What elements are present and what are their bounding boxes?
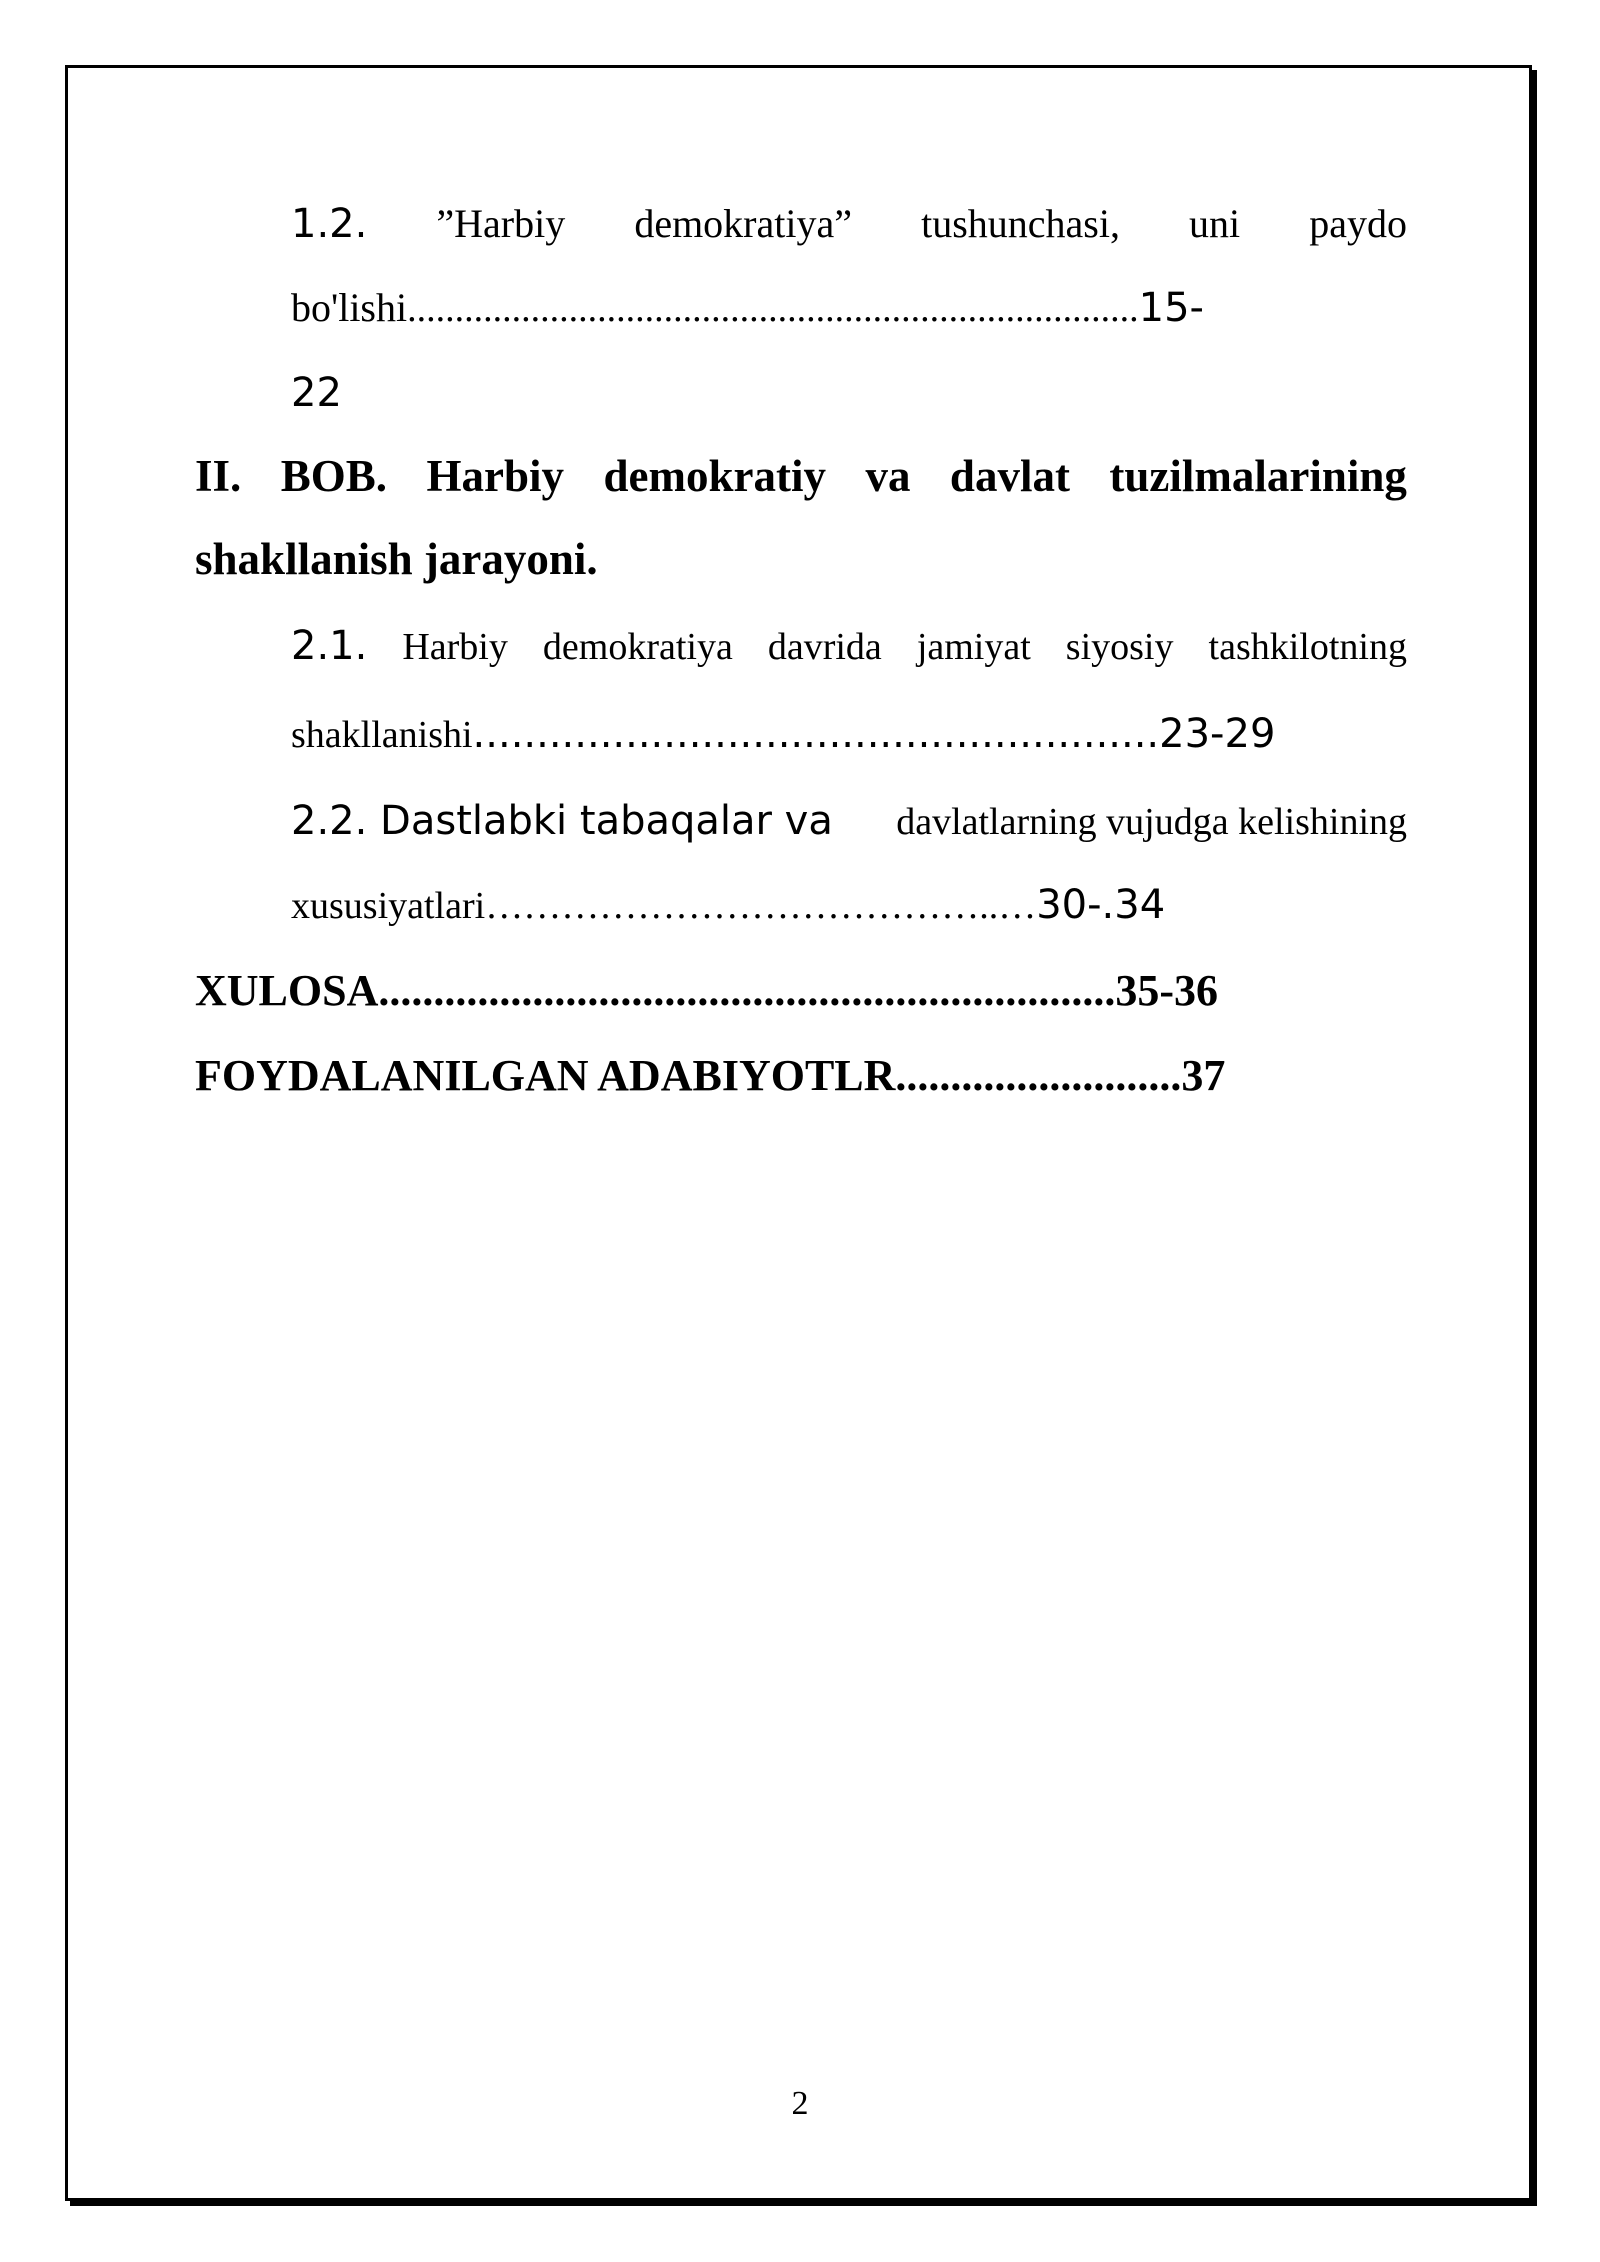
toc-references-pages: 37	[1181, 1051, 1226, 1100]
toc-references[interactable]	[195, 1033, 1407, 1118]
table-of-contents	[195, 182, 1407, 1118]
toc-item-2-1-word: jamiyat	[916, 626, 1031, 668]
toc-item-2-1-word: Harbiy	[402, 626, 508, 668]
toc-item-1-2-word: ”Harbiy	[436, 201, 566, 246]
toc-item-1-2-word: demokratiya”	[634, 201, 852, 246]
toc-item-1-2-word: paydo	[1309, 201, 1407, 246]
toc-item-2-1-text: shakllanishi	[291, 714, 473, 756]
toc-item-2-2[interactable]	[195, 780, 1407, 948]
toc-conclusion[interactable]	[195, 948, 1407, 1033]
toc-references-label: FOYDALANILGAN ADABIYOTLR	[195, 1051, 896, 1100]
toc-item-1-2-line1	[291, 182, 1407, 266]
toc-chapter-2-line2: shakllanish jarayoni.	[195, 534, 598, 584]
toc-item-2-2-dots: …………………………………..…	[485, 885, 1037, 927]
toc-item-2-1-word: siyosiy	[1065, 626, 1174, 668]
toc-item-2-2-line1	[291, 780, 1407, 864]
toc-item-1-2-page-end: 22	[291, 370, 342, 416]
toc-chapter-2[interactable]	[195, 435, 1407, 601]
toc-item-2-2-text: xususiyatlari	[291, 885, 486, 927]
toc-chapter-2-word: BOB.	[280, 451, 388, 501]
toc-item-2-2-title-end: davlatlarning vujudga kelishining	[896, 801, 1407, 843]
toc-references-dots: ..........................	[895, 1051, 1182, 1100]
toc-item-2-2-title-start: 2.2. Dastlabki tabaqalar va	[291, 798, 833, 844]
toc-item-2-1-dots: ......................................................	[472, 711, 1160, 757]
toc-item-2-1-word: davrida	[767, 626, 882, 668]
toc-item-1-2-line3	[291, 351, 1407, 435]
toc-chapter-2-word: Harbiy	[426, 451, 565, 501]
page-number: 2	[791, 2085, 809, 2122]
toc-conclusion-dots: ...................................................................	[378, 966, 1116, 1015]
toc-chapter-2-line1	[195, 435, 1407, 518]
toc-item-1-2-page-start: 15-	[1138, 285, 1204, 331]
toc-item-2-1-line1	[291, 605, 1407, 689]
toc-item-1-2-word: tushunchasi,	[921, 201, 1120, 246]
toc-item-1-2-dots: .............................................................................	[407, 288, 1139, 330]
toc-item-1-2[interactable]	[195, 182, 1407, 435]
toc-item-1-2-number: 1.2.	[291, 201, 368, 247]
toc-item-2-1-number: 2.1.	[291, 623, 368, 669]
toc-item-1-2-text: bo'lishi	[291, 285, 408, 330]
toc-item-1-2-line2	[291, 266, 1407, 351]
toc-item-2-1[interactable]	[195, 605, 1407, 780]
toc-item-2-1-line2	[291, 689, 1407, 780]
toc-item-2-2-line2	[291, 864, 1407, 948]
toc-conclusion-pages: 35-36	[1115, 966, 1219, 1015]
toc-item-2-2-pages: 30-.34	[1036, 882, 1166, 928]
toc-item-2-1-word: demokratiya	[542, 626, 733, 668]
toc-chapter-2-word: va	[865, 451, 911, 501]
toc-chapter-2-word: davlat	[949, 451, 1070, 501]
toc-item-2-1-pages: 23-29	[1159, 711, 1276, 757]
toc-item-2-1-word: tashkilotning	[1208, 626, 1407, 668]
toc-chapter-2-word: II.	[195, 451, 242, 501]
toc-conclusion-label: XULOSA	[195, 966, 379, 1015]
toc-chapter-2-word: tuzilmalarining	[1109, 451, 1407, 501]
toc-chapter-2-word: demokratiy	[603, 451, 826, 501]
toc-item-1-2-word: uni	[1189, 201, 1241, 246]
